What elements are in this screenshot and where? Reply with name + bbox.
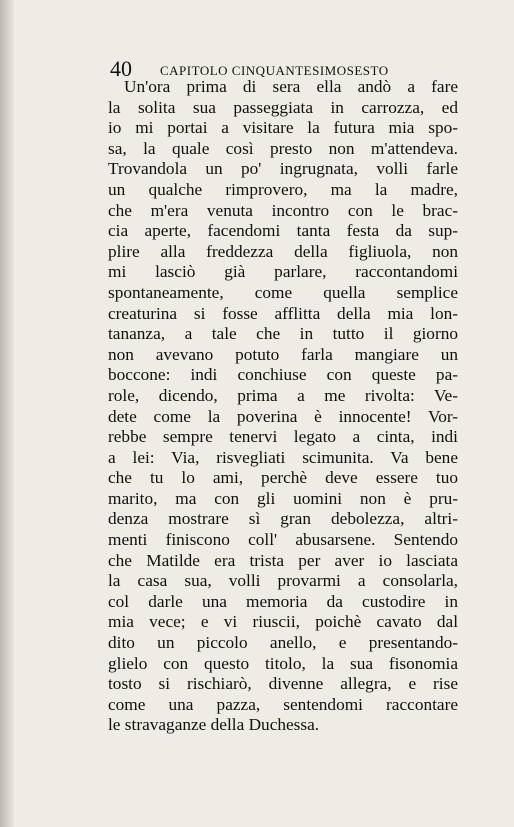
text-line: che Matilde era trista per aver io lasciata (108, 550, 458, 570)
text-line: non avevano potuto farla mangiare un (108, 344, 458, 364)
text-line: denza mostrare sì gran debolezza, altri- (108, 509, 458, 529)
running-head: CAPITOLO CINQUANTESIMOSESTO (160, 63, 389, 78)
text-line: dito un piccolo anello, e presentando- (108, 633, 458, 653)
text-line: role, dicendo, prima a me rivolta: Ve- (108, 385, 458, 405)
text-line: un qualche rimprovero, ma la madre, (108, 179, 458, 199)
text-line: le stravaganze della Duchessa. (108, 715, 320, 735)
text-line: cia aperte, facendomi tanta festa da sup- (108, 221, 458, 241)
text-line: io mi portai a visitare la futura mia spo- (108, 118, 458, 138)
text-line: mi lasciò già parlare, raccontandomi (108, 262, 458, 282)
body-text (108, 77, 458, 736)
text-line: tananza, a tale che in tutto il giorno (108, 324, 458, 344)
text-line: col darle una memoria da custodire in (108, 591, 458, 611)
text-line: Un'ora prima di sera ella andò a fare (124, 77, 458, 96)
text-line: tosto si rischiarò, divenne allegra, e rise (108, 674, 458, 694)
text-line: rebbe sempre tenervi legato a cinta, indi (108, 427, 458, 447)
text-line: come una pazza, sentendomi raccontare (108, 694, 458, 714)
text-line: a lei: Via, risvegliati scimunita. Va bene (108, 447, 458, 467)
text-line: sa, la quale così presto non m'attendeva. (108, 138, 458, 158)
text-line: la solita sua passeggiata in carrozza, ed (108, 97, 458, 117)
text-line: che m'era venuta incontro con le brac- (108, 200, 458, 220)
text-line: marito, ma con gli uomini non è pru- (108, 488, 458, 508)
text-line: spontaneamente, come quella semplice (108, 282, 458, 302)
text-line: mia vece; e vi riuscii, poichè cavato dal (108, 612, 458, 632)
text-line: che tu lo ami, perchè deve essere tuo (108, 468, 458, 488)
text-line: plire alla freddezza della figliuola, non (108, 241, 458, 261)
text-line: la casa sua, volli provarmi a consolarla, (108, 571, 458, 591)
text-line: Trovandola un po' ingrugnata, volli farle (108, 159, 458, 179)
text-line: boccone: indi conchiuse con queste pa- (108, 365, 458, 385)
text-line: creaturina si fosse afflitta della mia lon- (108, 303, 458, 323)
text-line: menti finiscono coll' abusarsene. Sentendo (108, 530, 458, 550)
text-line: dete come la poverina è innocente! Vor- (108, 406, 458, 426)
page-gutter-shadow (0, 0, 14, 827)
page-number: 40 (110, 56, 132, 81)
text-line: glielo con questo titolo, la sua fisonomia (108, 653, 458, 673)
